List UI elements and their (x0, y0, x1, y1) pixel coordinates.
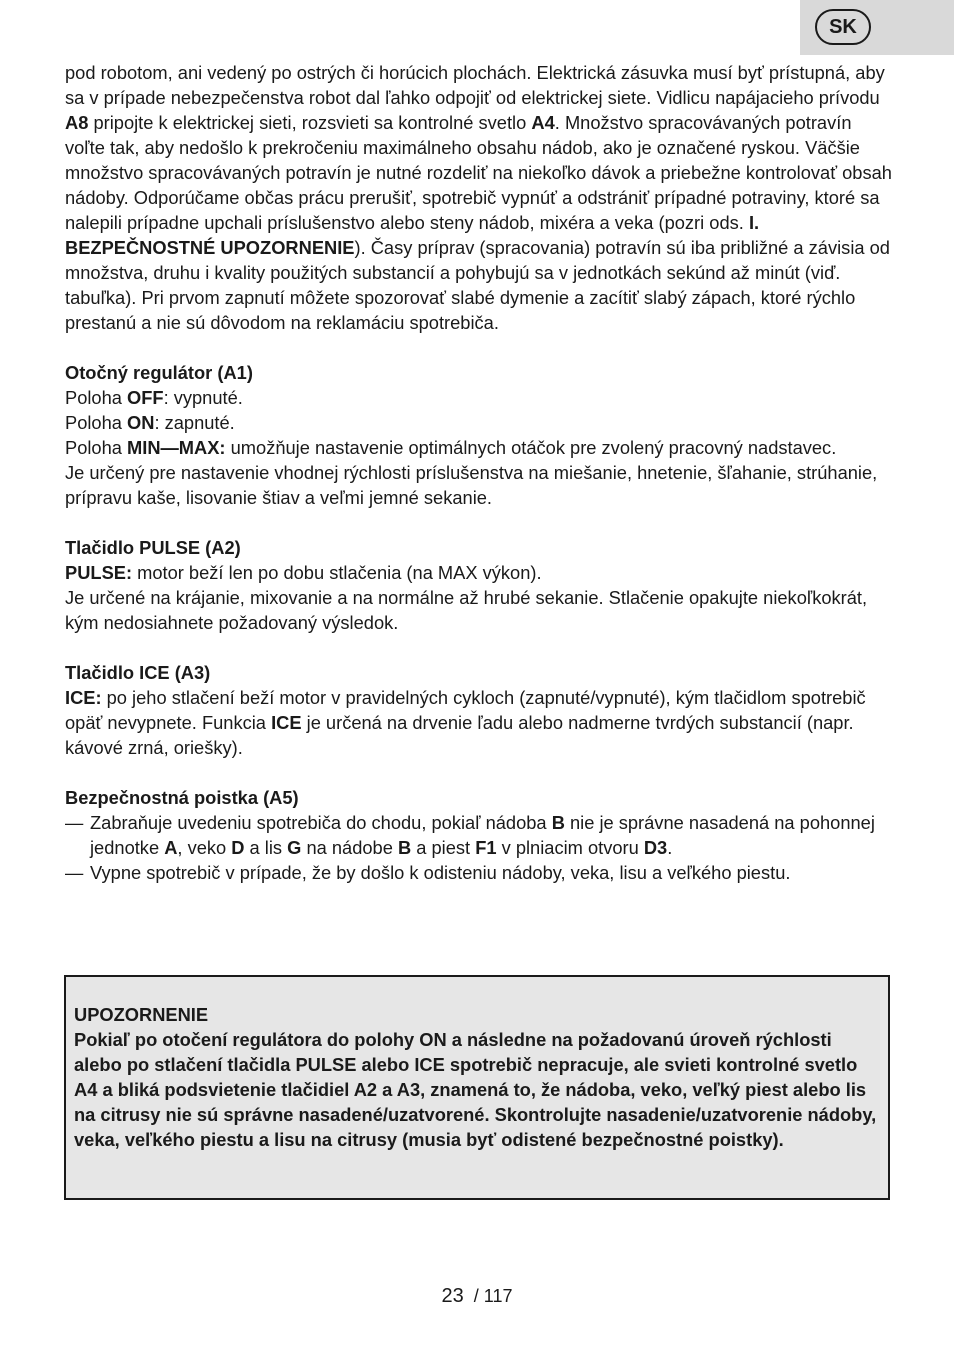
regulator-minmax: Poloha MIN—MAX: umožňuje nastavenie optimálnych otáčok pre zvolený pracovný nadstavec. (65, 437, 837, 458)
current-page: 23 (441, 1285, 464, 1307)
language-tab (800, 0, 954, 55)
section-heading: Otočný regulátor (A1) (65, 362, 253, 383)
regulator-on: Poloha ON: zapnuté. (65, 412, 235, 433)
regulator-off: Poloha OFF: vypnuté. (65, 387, 243, 408)
warning-title: UPOZORNENIE (74, 1004, 209, 1025)
warning-body: Pokiaľ po otočení regulátora do polohy ON a následne na požadovanú úroveň rýchlosti alebo po stlačení tlačidla PULSE alebo ICE spotrebič nepracuje, ale svieti kontrolné svetlo A4 a bliká podsvietenie tlačidiel A2 a A3, znamená to, že nádoba, veko, veľký piest alebo lis na citrusy nie sú správne nasadené/uzatvorené. Skontrolujte nasadenie/uzatvorenie nádoby, veka, veľkého piestu a lisu na citrusy (musia byť odistené bezpečnostné poistky). (74, 1029, 877, 1150)
warning-box (64, 975, 890, 1200)
list-item: — Vypne spotrebič v prípade, že by došlo k odisteniu nádoby, veka, lisu a veľkého piestu. (65, 862, 791, 883)
document-body (65, 60, 895, 885)
ice-definition: ICE: po jeho stlačení beží motor v pravidelných cykloch (zapnuté/vypnuté), kým tlačidlom spotrebič opäť nevypnete. Funkcia ICE je určená na drvenie ľadu alebo nadmerne tvrdých substancií (napr. kávové zrná, oriešky). (65, 687, 866, 758)
total-pages: 117 (483, 1286, 513, 1306)
regulator-description: Je určený pre nastavenie vhodnej rýchlosti príslušenstva na miešanie, hnetenie, šľahanie, strúhanie, prípravu kaše, lisovanie štiav a veľmi jemné sekanie. (65, 462, 878, 508)
page-number: 23 / 117 (441, 1285, 513, 1307)
intro-paragraph: pod robotom, ani vedený po ostrých či horúcich plochách. Elektrická zásuvka musí byť prístupná, aby sa v prípade nebezpečenstva robot dal ľahko odpojiť od elektrickej siete. Vidlicu napájacieho prívodu A8 pripojte k elektrickej sieti, rozsvieti sa kontrolné svetlo A4. Množstvo spracovávaných potravín voľte tak, aby nedošlo k prekročeniu maximálneho obsahu nádob, ako je označené ryskou. Väčšie množstvo spracovávaných potravín je nutné rozdeliť na niekoľko dávok a priebežne kontrolovať obsah nádoby. Odporúčame občas prácu prerušiť, spotrebič vypnúť a odstrániť prípadné potraviny, ktoré sa nalepili prípadne upchali príslušenstvo alebo steny nádob, mixéra a veka (pozri ods. I. BEZPEČNOSTNÉ UPOZORNENIE). Časy príprav (spracovania) potravín sú iba približné a závisia od množstva, druhu i kvality použitých substancií a pohybujú sa v jednotkách sekúnd až minút (viď. tabuľka). Pri prvom zapnutí môžete spozorovať slabé dymenie a zacítiť slabý zápach, ktoré rýchlo prestanú a nie sú dôvodom na reklamáciu spotrebiča. (65, 62, 892, 333)
pulse-description: Je určené na krájanie, mixovanie a na normálne až hrubé sekanie. Stlačenie opakujte niekoľkokrát, kým nedosiahnete požadovaný výsledok. (65, 587, 868, 633)
section-heading: Tlačidlo PULSE (A2) (65, 537, 241, 558)
list-item: — Zabraňuje uvedeniu spotrebiča do chodu, pokiaľ nádoba B nie je správne nasadená na pohonnej jednotke A, veko D a lis G na nádobe B a piest F1 v plniacim otvoru D3. (65, 812, 875, 858)
section-heading: Tlačidlo ICE (A3) (65, 662, 211, 683)
language-badge: SK (815, 9, 871, 45)
pulse-definition: PULSE: motor beží len po dobu stlačenia (na MAX výkon). (65, 562, 542, 583)
section-heading: Bezpečnostná poistka (A5) (65, 787, 299, 808)
